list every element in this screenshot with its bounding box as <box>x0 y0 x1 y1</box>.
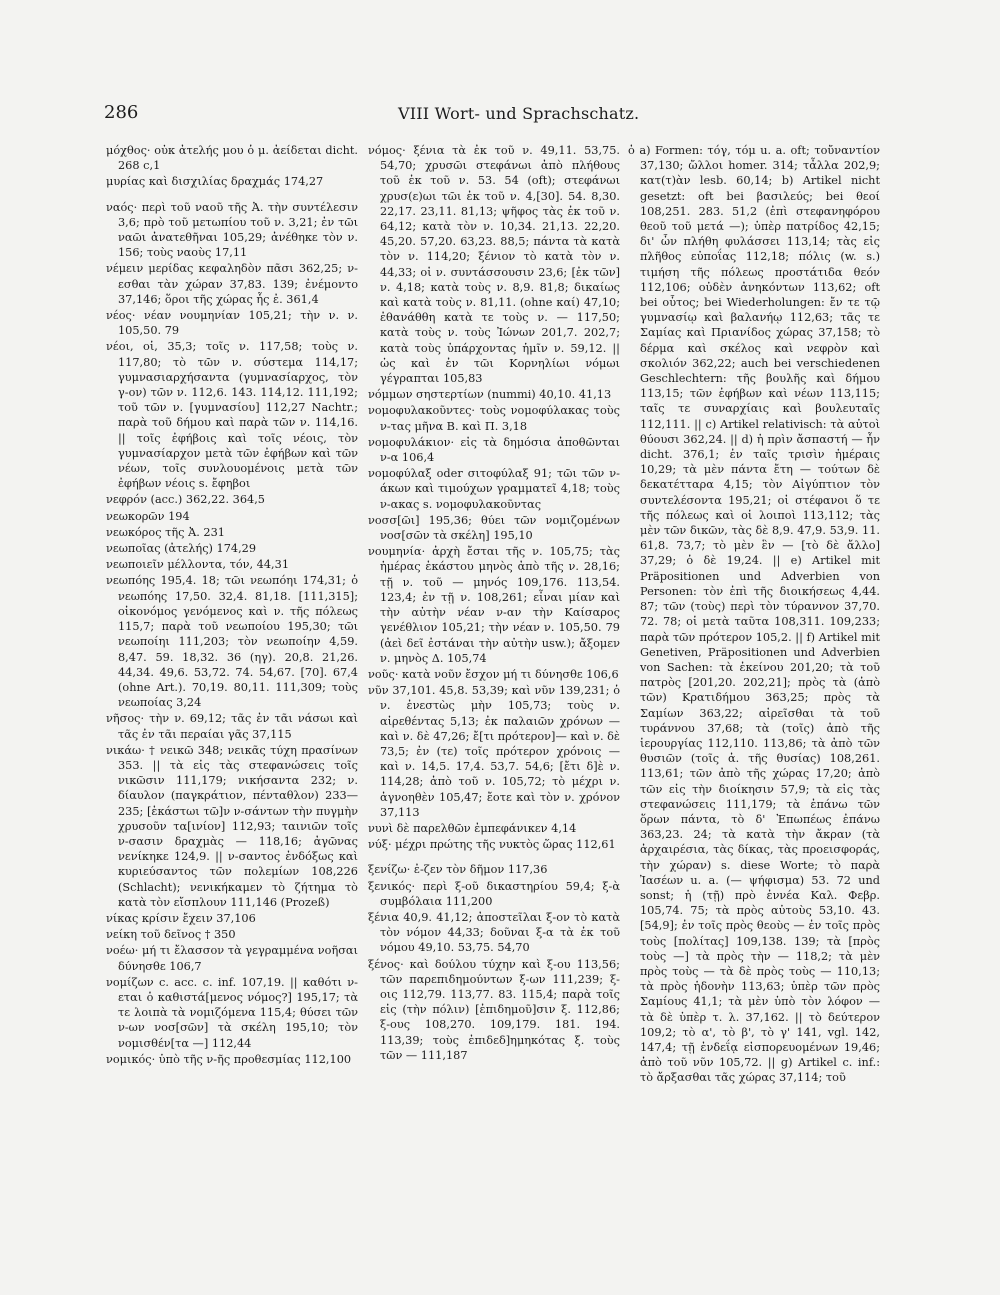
lexicon-entry: νεφρόν (acc.) 362,22. 364,5 <box>106 493 265 507</box>
lexicon-entry: νεωπόης 195,4. 18; τῶι νεωπόηι 174,31; ὁ νεωπόης 17,50. 32,4. 81,18. [111,315]; οἰκονόμος γενόμενος καὶ ν. τῆς πόλεως 115,7; παρὰ τοῦ νεωποίου 195,30; τῶι νεωποίηι 111,203; τὸν νεωποίην 4,59. 8,47. 59. 18,32. 36 (ηγ). 20,8. 21,26. 44,34. 49,6. 53,72. 74. 54,67. [70]. 67,4 (ohne Art.). 70,19. 80,11. 111,309; τοὺς νεωποίας 3,24 <box>106 574 358 710</box>
lexicon-entry: νεωκορῶν 194 <box>106 509 190 523</box>
lexicon-entry: μυρίας καὶ δισχιλίας δραχμάς 174,27 <box>106 175 324 189</box>
lexicon-entry: νῆσος· τὴν ν. 69,12; τᾶς ἐν τᾶι νάσωι καὶ τᾶς ἐν τᾶι περαίαι γᾶς 37,115 <box>106 712 358 741</box>
lexicon-entry: νείκη τοῦ δεῖνος † 350 <box>106 928 236 942</box>
lexicon-entry: νοῦς· κατὰ νοῦν ἔσχον μή τι δύνησθε 106,6 <box>368 667 619 681</box>
lexicon-entry: μόχθος· οὐκ ἀτελής μου ὁ μ. ἀείδεται dicht. 268 c,1 <box>106 144 358 173</box>
lexicon-entry: ὁ a) Formen: τόγ, τόμ u. a. oft; τοὔναντίον 37,130; ὤλλοι homer. 314; τἆλλα 202,9; κατ(τ)ὰν lesb. 60,14; b) Artikel nicht gesetzt: oft bei βασιλεύς; bei θεοί 108,251. 283. 51,2 (ἐπὶ στεφανηφόρου θεοῦ τοῦ μετά —); ὑπὲρ πατρίδος 42,15; δι' ὧν πλήθη φυλάσσει 113,14; τὰς εἰς πλῆθος εὐποΐας 112,18; πόλις (w. s.) τιμήση τῆς πόλεως προστάτιδα θεόν 112,106; οὐδὲν ἀνηκόντων 113,62; oft bei οὗτος; bei Wiederholungen: ἔν τε τῷ γυμνασίῳ καὶ βαλανήῳ 112,63; τᾶς τε Σαμίας καὶ Πριανίδος χώρας 37,158; τὸ δέρμα καὶ σκέλος καὶ νεφρὸν καὶ σκολιόν 362,22; auch bei verschiedenen Geschlechtern: τῆς βουλῆς καὶ δήμου 113,15; τῶν ἐφήβων καὶ νέων 113,115; ταῖς τε συναρχίαις καὶ βουλευταῖς 112,111. || c) Artikel relativisch: τὰ αὐτοὶ θύουσι 362,24. || d) ἡ πρὶν ἄσπαστή — ἦν dicht. 376,1; ἐν ταῖς τρισὶν ἡμέραις 10,29; τὰ μὲν πάντα ἔτη — τούτων δὲ δεκατέτταρα 4,15; τὸν Αἰγύπτιον τὸν συντελέσοντα 195,21; οἱ στέφανοι ὅ τε τῆς πόλεως καὶ οἱ λοιποὶ 113,112; τὰς μὲν τῶν δικῶν, τὰς δὲ 8,9. 47,9. 53,9. 11. 61,8. 73,7; τὸ μὲν ἓν — [τὸ δὲ ἄλλο] 37,29; ὁ δὲ 19,24. || e) Artikel mit Präpositionen und Adverbien von Personen: τὸν ἐπὶ τῆς διοικήσεως 4,44. 87; τῶν (τοὺς) περὶ τὸν τύραννον 37,70. 72. 78; οἱ μετὰ ταῦτα 108,311. 109,233; παρὰ τῶν πρότερον 105,2. || f) Artikel mit Genetiven, Präpositionen und Adverbien von Sachen: τὰ ἐκείνου 201,20; τὰ τοῦ πατρὸς [201,20. 202,21]; πρὸς τὰ (ἀπὸ τῶν) Κρατιδήμου 363,25; πρὸς τὰ Σαμίων 363,22; αἱρεῖσθαι τὰ τοῦ τυράννου 37,68; τὰ (τοῖς) ἀπὸ τῆς ἱερουργίας 112,110. 113,86; τὰ ἀπὸ τῶν θυσιῶν (τοῖς ἀ. τῆς θυσίας) 108,261. 113,61; τῶν ἀπὸ τῆς χώρας 17,20; ἀπὸ τῶν εἰς τὴν διοίκησιν 57,9; τὰ εἰς τὰς στεφανώσεις 111,179; τὰ ἐπάνω τῶν ὅρων πάντα, τὸ δ' Ἐπωπέως ἐπάνω 363,23. 24; τὰ κατὰ τὴν ἄκραν (τὰ ἀρχαιρέσια, τὰς δίκας, τὰς προεισφοράς, τὴν χώραν) s. diese Worte; τὸ παρὰ Ἰασέων u. a. (— ψήφισμα) 53. 72 und sonst; ἡ (τῇ) πρὸ ἐννέα Καλ. Φεβρ. 105,74. 75; τὰ πρὸς αὐτοὺς 53,10. 43. [54,9]; ἐν τοῖς πρὸς θεοὺς — ἐν τοῖς πρὸς τοὺς [πολίτας] 109,138. 139; τὰ [πρὸς τοὺς —] τὰ πρὸς τὴν — 118,2; τὰ μὲν πρὸς τοὺς — τὰ δὲ πρὸς τοὺς — 110,13; τὰ πρὸς ἡδονὴν 113,63; ὑπὲρ τῶν πρὸς Σαμίους 41,1; τὰ μὲν ὑπὸ τὸν λόφον — τὰ δὲ ὑπὲρ τ. λ. 37,162. || τὸ δεύτερον 109,2; τὸ α', τὸ β', τὸ γ' 141, vgl. 142, 147,4; τῇ ἐνδεΐᾳ εἰσπορευομένων 19,46; ἀπὸ τοῦ νῦν 105,72. || g) Artikel c. inf.: τὸ ἄρξασθαι τᾶς χώρας 37,114; τοῦ <box>628 144 880 1085</box>
lexicon-entry: νομοφυλακοῦντες· τοὺς νομοφύλακας τοὺς ν-τας μῆνα Β. καὶ Π. 3,18 <box>368 404 620 433</box>
lexicon-entry: νοέω· μή τι ἔλασσον τὰ γεγραμμένα νοῆσαι δύνησθε 106,7 <box>106 944 358 973</box>
lexicon-entry: ξένος· καὶ δούλου τύχην καὶ ξ-ου 113,56; τῶν παρεπιδημούντων ξ-ων 111,239; ξ-οις 112,79. 113,77. 83. 115,4; παρὰ τοῖς εἰς (τὴν πόλιν) [ἐπιδημοῦ]σιν ξ. 112,86; ξ-ους 108,270. 109,179. 181. 194. 113,39; τοὺς ἐπιδεδ]ημηκότας ξ. τοὺς τῶν — 111,187 <box>368 957 620 1062</box>
lexicon-entry: νομίζων c. acc. c. inf. 107,19. || καθότι ν-εται ὁ καθιστά[μενος νόμος?] 195,17; τὰ τε λοιπὰ τὰ νομιζόμενα 115,4; θύσει τῶν ν-ων νοσ[σῶν] τὰ σκέλη 195,10; τὸν νομισθέν[τα —] 112,44 <box>106 975 358 1050</box>
column-middle <box>368 143 620 1064</box>
lexicon-entry: νέμειν μερίδας κεφαληδὸν πᾶσι 362,25; ν-εσθαι τὰν χώραν 37,83. 139; ἐνέμοντο 37,146; ὅροι τῆς χώρας ἧς ἐ. 361,4 <box>106 262 358 306</box>
running-head: VIII Wort- und Sprachschatz. <box>398 104 640 123</box>
lexicon-entry: ξένια 40,9. 41,12; ἀποστεῖλαι ξ-ον τὸ κατὰ τὸν νόμον 44,33; δοῦναι ξ-α τὰ ἐκ τοῦ νόμου 49,10. 53,75. 54,70 <box>368 910 620 955</box>
lexicon-entry: νέος· νέαν νουμηνίαν 105,21; τὴν ν. ν. 105,50. 79 <box>106 309 358 338</box>
lexicon-entry: νικάω· † νεικῶ 348; νεικᾶς τύχη πρασίνων 353. || τὰ εἰς τὰς στεφανώσεις τοῖς νικῶσιν 111,179; νικήσαντα 232; ν. δίαυλον (παγκράτιον, πένταθλον) 233—235; [ἑκάστωι τῶ]ν ν-σάντων τὴν πυγμὴν χρυσοῦν τα[ινίον] 112,93; ταινιῶν τοῖς ν-σασιν δραχμὰς — 118,16; ἀγῶνας νενίκηκε 124,9. || ν-σαντος ἐνδόξως καὶ κυριεύσαντος τῶν πολεμίων 108,226 (Schlacht); νενικήκαμεν τὸ ζήτημα τὸ κατὰ τὸν εἴσπλουν 111,146 (Prozeß) <box>106 743 358 909</box>
lexicon-entry: νοσσ[ῶι] 195,36; θύει τῶν νομιζομένων νοσ[σῶν τὰ σκέλη] 195,10 <box>368 513 620 543</box>
lexicon-entry: νομοφυλάκιον· εἰς τὰ δημόσια ἀποθῶνται ν-α 106,4 <box>368 435 620 465</box>
lexicon-entry: νῦν 37,101. 45,8. 53,39; καὶ νῦν 139,231; ὁ ν. ἐνεστὼς μὴν 105,73; τοὺς ν. αἱρεθέντας 5,13; ἐκ παλαιῶν χρόνων — καὶ ν. δὲ 47,26; ἔ[τι πρότερον]— καὶ ν. δὲ 73,5; ἐν (τε) τοῖς πρότερον χρόνοις — καὶ ν. 14,5. 17,4. 53,7. 54,6; [ἔτι δ]ὲ ν. 114,28; ἀπὸ τοῦ ν. 105,72; τὸ μέχρι ν. ἀγνοηθὲν 105,47; ἔοτε καὶ τὸν ν. χρόνον 37,113 <box>368 684 620 819</box>
lexicon-entry: νομοφύλαξ oder σιτοφύλαξ 91; τῶι τῶν ν-άκων καὶ τιμούχων γραμματεῖ 4,18; τοὺς ν-ακας s. νομοφυλακοῦντας <box>368 467 620 511</box>
column-left <box>106 143 358 1068</box>
lexicon-entry: νόμμων σηστερτίων (nummi) 40,10. 41,13 <box>368 388 612 402</box>
lexicon-entry: νεωκόρος τῆς Ἀ. 231 <box>106 525 225 539</box>
lexicon-entry: νύξ· μέχρι πρώτης τῆς νυκτὸς ὥρας 112,61 <box>368 838 616 852</box>
lexicon-entry: νίκας κρίσιν ἔχειν 37,106 <box>106 911 256 925</box>
lexicon-entry: ναός· περὶ τοῦ ναοῦ τῆς Ἀ. τὴν συντέλεσιν 3,6; πρὸ τοῦ μετωπίου τοῦ ν. 3,21; ἐν τῶι ναῶι ἀνατεθῆναι 105,29; ἀνέθηκε τὸν ν. 156; τοὺς ναοὺς 17,11 <box>106 200 358 260</box>
lexicon-entry: ξενικός· περὶ ξ-οῦ δικαστηρίου 59,4; ξ-ὰ συμβόλαια 111,200 <box>368 879 620 908</box>
lexicon-entry: νεωποιεῖν μέλλοντα, τόν, 44,31 <box>106 558 290 572</box>
lexicon-entry: νομικός· ὑπὸ τῆς ν-ῆς προθεσμίας 112,100 <box>106 1052 352 1066</box>
lexicon-entry: νέοι, οἱ, 35,3; τοῖς ν. 117,58; τοὺς ν. 117,80; τὸ τῶν ν. σύστεμα 114,17; γυμνασιαρχήσαντα (γυμνασίαρχος, τὸν γ-ον) τῶν ν. 112,6. 143. 114,12. 111,192; τοῦ τῶν ν. [γυμνασίου] 112,27 Nachtr.; παρὰ τοῦ δήμου καὶ παρὰ τῶν ν. 114,16. || τοῖς ἐφήβοις καὶ τοῖς νέοις, τὸν γυμνασίαρχον μετὰ τῶν ἐφήβων καὶ τῶν νέων, τοῖς συνλουομένοις μετὰ τῶν ἐφήβων νέοις s. ἔφηβοι <box>106 340 358 491</box>
page-number: 286 <box>104 102 139 123</box>
lexicon-entry: νυνὶ δὲ παρελθῶν ἐμπεφάνικεν 4,14 <box>368 821 577 835</box>
lexicon-entry: ξενίζω· ἐ-ζεν τὸν δῆμον 117,36 <box>368 863 548 877</box>
lexicon-entry: νεωποῖας (ἀτελής) 174,29 <box>106 542 257 556</box>
lexicon-entry: νόμος· ξένια τὰ ἐκ τοῦ ν. 49,11. 53,75. 54,70; χρυσῶι στεφάνωι ἀπὸ πλήθους τοῦ ἐκ τοῦ ν. 53. 54 (oft); στεφάνωι χρυσ(ε)ωι τῶι ἐκ τοῦ ν. 4,[30]. 54. 8,30. 22,17. 23,11. 81,13; ψῆφος τὰς ἐκ τοῦ ν. 64,12; κατὰ τὸν ν. 10,34. 21,13. 22,20. 45,20. 57,20. 63,23. 88,5; πάντα τὰ κατὰ τὸν ν. 114,20; ξένιον τὸ κατὰ τὸν ν. 44,33; οἱ ν. συντάσσουσιν 23,6; [ἐκ τῶν] ν. 4,18; κατὰ τοὺς ν. 8,9. 81,8; δικαίως καὶ κατὰ τοὺς ν. 81,11. (ohne καί) 47,10; ἐθανάθθη κατὰ τε τοὺς ν. — 117,50; κατὰ τοὺς ν. τοὺς Ἰώνων 201,7. 202,7; κατὰ τοὺς ὑπάρχοντας ἡμῖν ν. 59,12. || ὡς καὶ ἐν τῶι Κορνηλίωι νόμωι γέγραπται 105,83 <box>368 144 620 386</box>
lexicon-entry: νουμηνία· ἀρχὴ ἔσται τῆς ν. 105,75; τὰς ἡμέρας ἑκάστου μηνὸς ἀπὸ τῆς ν. 28,16; τῇ ν. τοῦ — μηνός 109,176. 113,54. 123,4; ἐν τῇ ν. 108,261; εἶναι μίαν καὶ τὴν αὐτὴν νέαν ν-αν τὴν Καίσαρος γενέθλιον 105,21; τὴν νέαν ν. 105,50. 79 (ἀεὶ δεῖ ἐστάναι τὴν αὐτὴν usw.); ἄξομεν ν. μηνὸς Δ. 105,74 <box>368 545 620 665</box>
column-right <box>628 143 880 1087</box>
